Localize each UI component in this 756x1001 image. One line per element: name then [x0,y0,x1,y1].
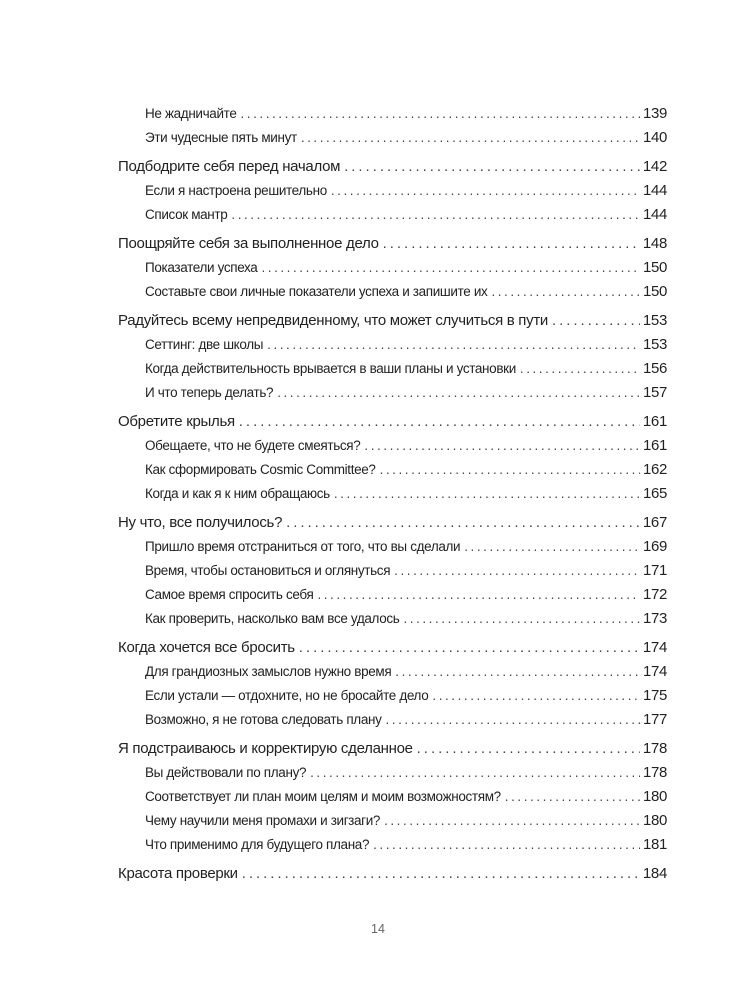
entry-title: Эти чудесные пять минут [145,130,297,145]
entry-page-number: 162 [643,461,667,478]
toc-section-entry [118,482,667,506]
entry-title: Время, чтобы остановиться и оглянуться [145,563,391,578]
toc-chapter-group [118,511,667,631]
dot-leader [334,482,640,506]
entry-title: Как сформировать Cosmic Committee? [145,462,376,477]
entry-page-number: 161 [643,437,667,454]
entry-page-number: 153 [643,336,667,353]
entry-title: Соответствует ли план моим целям и моим возможностям? [145,789,501,804]
toc-chapter-entry [118,232,667,256]
dot-leader [261,256,640,280]
entry-page-number: 181 [643,836,667,853]
entry-title: Радуйтесь всему непредвиденному, что может случиться в пути [118,312,548,329]
dot-leader [277,381,640,405]
dot-leader [242,862,640,886]
entry-page-number: 177 [643,711,667,728]
dot-leader [394,559,640,583]
entry-page-number: 178 [643,764,667,781]
entry-page-number: 184 [642,865,667,882]
entry-page-number: 157 [643,384,667,401]
entry-title: Что применимо для будущего плана? [145,837,370,852]
toc-chapter-entry [118,511,667,535]
toc-chapter-entry [118,636,667,660]
entry-page-number: 153 [642,312,667,329]
entry-page-number: 142 [642,158,667,175]
entry-page-number: 139 [643,105,667,122]
entry-page-number: 173 [643,610,667,627]
dot-leader [520,357,640,381]
dot-leader [241,102,641,126]
toc-section-entry [118,559,667,583]
entry-title: Сеттинг: две школы [145,337,264,352]
entry-title: Вы действовали по плану? [145,765,307,780]
entry-title: Когда хочется все бросить [118,639,295,656]
entry-page-number: 140 [643,129,667,146]
toc-chapter-group [118,309,667,405]
toc-section-entry [118,280,667,304]
dot-leader [299,636,640,660]
entry-page-number: 167 [642,514,667,531]
dot-leader [331,179,640,203]
entry-title: Самое время спросить себя [145,587,314,602]
entry-title: Когда и как я к ним обращаюсь [145,486,330,501]
toc-section-entry [118,535,667,559]
toc-section-entry [118,102,667,126]
entry-page-number: 144 [643,206,667,223]
entry-title: Поощряйте себя за выполненное дело [118,235,379,252]
dot-leader [505,785,640,809]
toc-chapter-group [118,102,667,150]
entry-page-number: 174 [642,639,667,656]
dot-leader [380,458,640,482]
entry-title: Когда действительность врывается в ваши планы и установки [145,361,516,376]
toc-section-entry [118,785,667,809]
dot-leader [301,126,640,150]
toc-section-entry [118,126,667,150]
entry-title: Чему научили меня промахи и зигзаги? [145,813,381,828]
toc-chapter-group [118,155,667,227]
toc-chapter-group [118,862,667,886]
entry-page-number: 144 [643,182,667,199]
toc-section-entry [118,660,667,684]
dot-leader [432,684,640,708]
entry-page-number: 178 [642,740,667,757]
dot-leader [317,583,640,607]
dot-leader [364,434,640,458]
toc-section-entry [118,708,667,732]
dot-leader [395,660,640,684]
toc-chapter-entry [118,410,667,434]
entry-title: Обретите крылья [118,413,235,430]
entry-title: Для грандиозных замыслов нужно время [145,664,392,679]
dot-leader [344,155,640,179]
toc-section-entry [118,434,667,458]
entry-title: Составьте свои личные показатели успеха и запишите их [145,284,488,299]
toc-section-entry [118,583,667,607]
entry-title: Обещаете, что не будете смеяться? [145,438,361,453]
dot-leader [310,761,640,785]
dot-leader [231,203,640,227]
dot-leader [373,833,640,857]
toc-chapter-entry [118,155,667,179]
toc-chapter-entry [118,862,667,886]
toc-chapter-group [118,636,667,732]
entry-page-number: 175 [643,687,667,704]
toc-chapter-group [118,232,667,304]
entry-title: Не жадничайте [145,106,237,121]
dot-leader [491,280,640,304]
entry-title: Красота проверки [118,865,238,882]
toc-section-entry [118,761,667,785]
entry-page-number: 148 [642,235,667,252]
entry-title: Ну что, все получилось? [118,514,283,531]
entry-title: Список мантр [145,207,228,222]
entry-page-number: 172 [643,586,667,603]
entry-title: Если устали — отдохните, но не бросайте дело [145,688,429,703]
toc-section-entry [118,381,667,405]
page-number: 14 [371,922,385,936]
entry-page-number: 174 [643,663,667,680]
dot-leader [267,333,640,357]
toc-section-entry [118,833,667,857]
toc-section-entry [118,203,667,227]
toc-section-entry [118,809,667,833]
entry-title: Возможно, я не готова следовать плану [145,712,382,727]
dot-leader [403,607,640,631]
toc-section-entry [118,684,667,708]
dot-leader [384,809,640,833]
toc-chapter-group [118,737,667,857]
toc-section-entry [118,333,667,357]
entry-page-number: 169 [643,538,667,555]
toc-section-entry [118,607,667,631]
entry-page-number: 161 [642,413,667,430]
toc-section-entry [118,458,667,482]
toc-section-entry [118,179,667,203]
entry-title: Если я настроена решительно [145,183,327,198]
toc-chapter-entry [118,737,667,761]
entry-title: Пришло время отстраниться от того, что вы сделали [145,539,461,554]
entry-page-number: 180 [643,812,667,829]
toc-chapter-group [118,410,667,506]
entry-page-number: 165 [643,485,667,502]
entry-title: Подбодрите себя перед началом [118,158,341,175]
toc-chapter-entry [118,309,667,333]
entry-title: Как проверить, насколько вам все удалось [145,611,400,626]
entry-page-number: 156 [643,360,667,377]
entry-page-number: 150 [643,283,667,300]
dot-leader [286,511,640,535]
entry-title: Показатели успеха [145,260,258,275]
dot-leader [552,309,640,333]
entry-title: И что теперь делать? [145,385,274,400]
dot-leader [386,708,641,732]
toc-section-entry [118,357,667,381]
dot-leader [383,232,640,256]
dot-leader [239,410,640,434]
entry-page-number: 171 [643,562,667,579]
entry-page-number: 180 [643,788,667,805]
toc-section-entry [118,256,667,280]
entry-page-number: 150 [643,259,667,276]
dot-leader [464,535,640,559]
entry-title: Я подстраиваюсь и корректирую сделанное [118,740,413,757]
dot-leader [417,737,640,761]
table-of-contents [118,102,667,891]
